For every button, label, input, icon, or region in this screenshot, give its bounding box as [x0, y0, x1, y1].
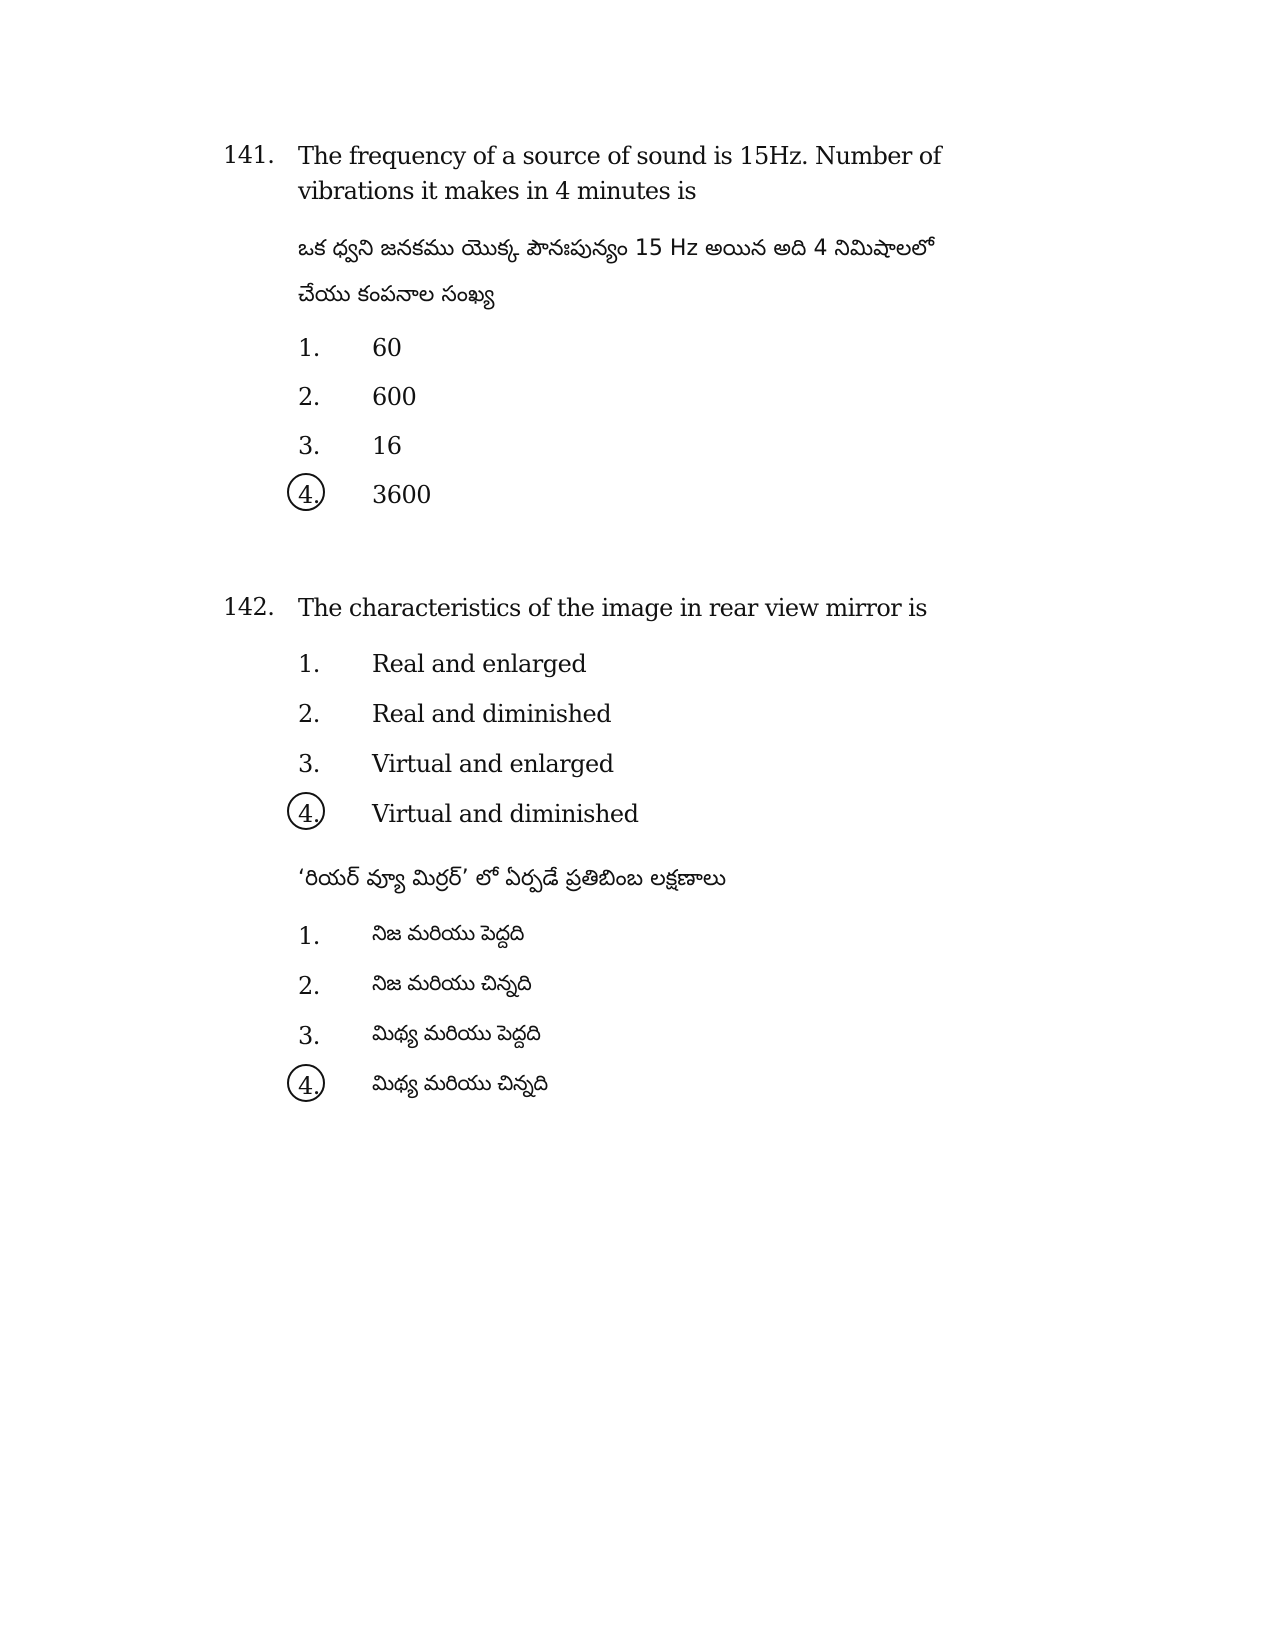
option-text: నిజ మరియు పెద్దది — [372, 921, 524, 945]
question-number: 142. — [223, 593, 275, 621]
question-text-telugu: ‘రియర్ వ్యూ మిర్రర్’ లో ఏర్పడే ప్రతిబింబ లక్షణాలు — [298, 866, 727, 891]
option-text: 600 — [372, 383, 417, 411]
option-text: మిథ్య మరియు చిన్నది — [372, 1071, 548, 1095]
option-4-correct[interactable] — [298, 796, 638, 832]
option-text: Real and diminished — [372, 700, 612, 728]
option-text: Virtual and diminished — [372, 800, 639, 828]
option-te-2[interactable] — [298, 968, 531, 1004]
question-text-english: The characteristics of the image in rear view mirror is — [298, 594, 927, 622]
option-number: 2. — [298, 383, 320, 411]
option-text: మిథ్య మరియు పెద్దది — [372, 1021, 541, 1045]
option-number: 2. — [298, 700, 320, 728]
option-3[interactable] — [298, 428, 402, 464]
option-text: Virtual and enlarged — [372, 750, 614, 778]
option-number: 2. — [298, 972, 320, 1000]
option-1[interactable] — [298, 646, 586, 682]
question-text-telugu-line2: చేయు కంపనాల సంఖ్య — [298, 282, 495, 307]
question-text-english: The frequency of a source of sound is 15Hz. Number of vibrations it makes in 4 minutes is — [298, 142, 941, 205]
option-number: 1. — [298, 650, 320, 678]
option-te-1[interactable] — [298, 918, 524, 954]
circled-answer-marker: 4. — [298, 800, 372, 828]
option-1[interactable] — [298, 330, 402, 366]
option-number: 1. — [298, 922, 320, 950]
option-2[interactable] — [298, 696, 611, 732]
option-text: నిజ మరియు చిన్నది — [372, 971, 532, 995]
option-text: 3600 — [372, 481, 432, 509]
option-4-correct[interactable] — [298, 477, 431, 513]
option-text: Real and enlarged — [372, 650, 587, 678]
option-number: 3. — [298, 750, 320, 778]
option-3[interactable] — [298, 746, 614, 782]
circled-answer-marker: 4. — [298, 1072, 372, 1100]
question-text-telugu-line1: ఒక ధ్వని జనకము యొక్క పౌనఃపున్యం 15 Hz అయిన అది 4 నిమిషాలలో — [298, 236, 935, 261]
circled-answer-marker: 4. — [298, 481, 372, 509]
option-number: 3. — [298, 432, 320, 460]
option-text: 60 — [372, 334, 402, 362]
option-te-3[interactable] — [298, 1018, 540, 1054]
option-2[interactable] — [298, 379, 416, 415]
option-number: 3. — [298, 1022, 320, 1050]
question-number: 141. — [223, 141, 275, 169]
option-text: 16 — [372, 432, 402, 460]
option-number: 1. — [298, 334, 320, 362]
option-te-4-correct[interactable] — [298, 1068, 548, 1104]
